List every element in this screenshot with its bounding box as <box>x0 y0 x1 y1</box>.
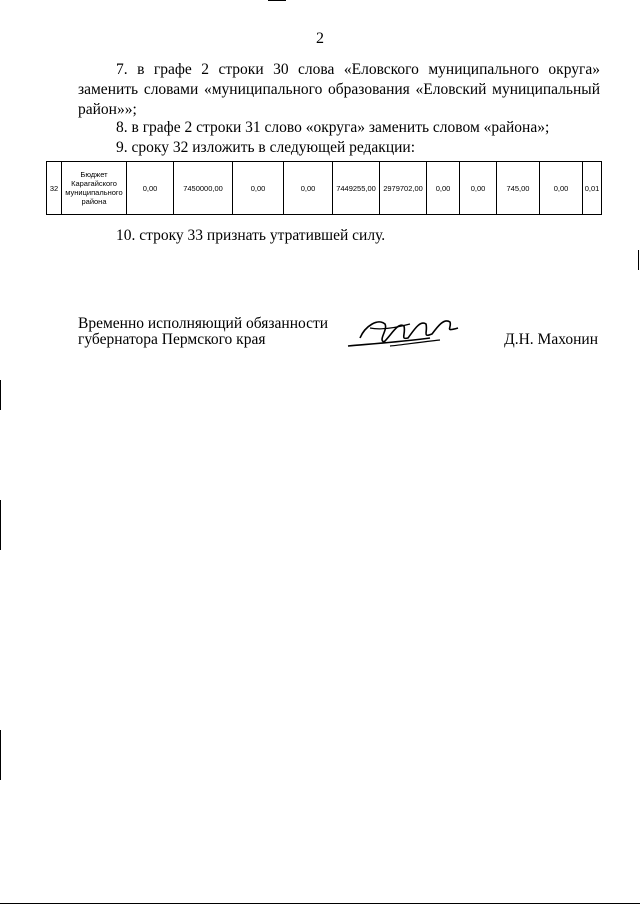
handwritten-signature <box>340 308 465 354</box>
signatory-position <box>78 316 328 348</box>
table-cell: 0,00 <box>127 162 174 215</box>
table-cell: 745,00 <box>497 162 540 215</box>
table-cell-row-number: 32 <box>47 162 62 215</box>
table-cell: 7450000,00 <box>174 162 233 215</box>
scan-edge-mark <box>0 730 1 780</box>
signatory-position-line2: губернатора Пермского края <box>78 331 266 348</box>
table-cell: 0,00 <box>427 162 460 215</box>
scan-edge-mark <box>0 903 640 904</box>
paragraph-8: 8. в графе 2 строки 31 слово «округа» заменить словом «района»; <box>116 119 550 136</box>
scan-edge-mark <box>268 0 286 1</box>
page-number: 2 <box>316 30 324 47</box>
paragraph-10: 10. строку 33 признать утратившей силу. <box>116 227 386 244</box>
scan-edge-mark <box>638 250 639 270</box>
paragraph-9: 9. сроку 32 изложить в следующей редакции: <box>116 139 416 156</box>
table-row <box>47 162 602 215</box>
table-cell-budget-name: Бюджет Карагайского муниципального района <box>62 162 127 215</box>
table-cell: 7449255,00 <box>333 162 380 215</box>
scan-edge-mark <box>0 500 1 550</box>
paragraph-7: 7. в графе 2 строки 30 слова «Еловского муниципального округа» заменить словами «муниципального образования «Еловский муниципальный район»»; <box>78 61 600 118</box>
table-cell: 0,00 <box>233 162 284 215</box>
table-cell: 2979702,00 <box>380 162 427 215</box>
table-cell: 0,00 <box>284 162 333 215</box>
amendment-table <box>46 161 602 215</box>
signer-name: Д.Н. Махонин <box>504 331 598 348</box>
table-cell: 0,00 <box>460 162 497 215</box>
table-cell: 0,00 <box>540 162 583 215</box>
scan-edge-mark <box>0 380 1 410</box>
table-cell: 0,01 <box>583 162 602 215</box>
signatory-position-line1: Временно исполняющий обязанности <box>78 315 329 332</box>
